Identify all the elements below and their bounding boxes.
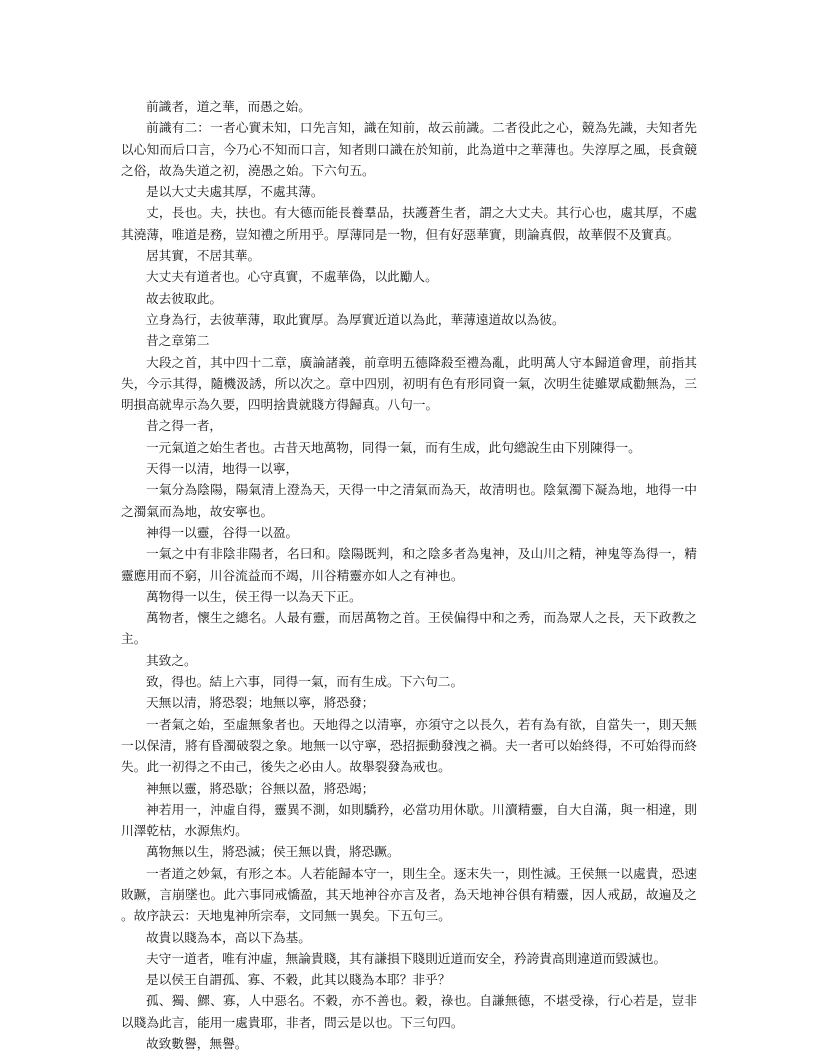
paragraph: 一者氣之始，至虛無象者也。天地得之以清寧，亦須守之以長久，若有為有欲，自當失一，則天無一以保清，將有昏濁破裂之象。地無一以守寧，恐招振動發洩之禍。夫一者可以始終得，不可始得而終失。此一初得之不由己，後失之必由人。故舉裂發為戒也。	[121, 716, 697, 775]
paragraph: 天得一以清，地得一以寧，	[146, 461, 299, 477]
paragraph: 夫守一道者，唯有沖虛，無論貴賤，其有謙損下賤則近道而安全，矜誇貴高則違道而毀滅也。	[146, 950, 667, 966]
paragraph: 其致之。	[146, 652, 197, 668]
paragraph: 大段之首，其中四十二章，廣論諸義，前章明五德降殺至禮為亂，此明萬人守本歸道會理，前指其失，今示其得，隨機汲誘，所以次之。章中四別，初明有色有形同資一氣，次明生徒雖眾咸勸無為，三明損高就卑示為久要，四明捨貴就賤方得歸真。八句一。	[121, 354, 697, 413]
paragraph: 萬物得一以生，侯王得一以為天下正。	[146, 588, 362, 604]
paragraph: 居其實，不居其華。	[146, 248, 261, 264]
paragraph: 神若用一，沖虛自得，靈異不測，如則驕矜，必當功用休歇。川瀆精靈，自大自滿，與一相違，則川澤乾枯，水源焦灼。	[121, 801, 697, 839]
paragraph: 神無以靈，將恐歇；谷無以盈，將恐竭；	[146, 780, 375, 796]
paragraph: 前識者，道之華，而愚之始。	[146, 99, 311, 114]
paragraph: 一元氣道之始生者也。古昔天地萬物，同得一氣，而有生成，此句總說生由下別陳得一。	[146, 439, 641, 455]
paragraph: 大丈夫有道者也。心守真實，不處華偽，以此勵人。	[146, 269, 438, 285]
paragraph: 是以侯王自謂孤、寡、不穀，此其以賤為本耶？非乎？	[146, 972, 451, 988]
paragraph: 故致數譽，無譽。	[146, 1036, 248, 1052]
paragraph: 是以大丈夫處其厚，不處其薄。	[146, 184, 324, 200]
paragraph: 致，得也。結上六事，同得一氣，而有生成。下六句二。	[146, 674, 464, 690]
paragraph: 立身為行，去彼華薄，取此實厚。為厚實近道以為此，華薄遠道故以為彼。	[146, 311, 565, 327]
paragraph: 丈，長也。夫，扶也。有大德而能長養羣品，扶護蒼生者，謂之大丈夫。其行心也，處其厚，不處其澆薄，唯道是務，豈知禮之所用乎。厚薄同是一物，但有好惡華實，則論真假，故華假不及實真。	[121, 205, 697, 242]
paragraph: 孤、獨、鰥、寡，人中惡名。不穀，亦不善也。穀，祿也。自謙無德，不堪受祿，行心若是，豈非以賤為此言，能用一處貴耶，非者，問云是以也。下三句四。	[121, 993, 697, 1030]
paragraph: 一氣分為陰陽，陽氣清上澄為天，天得一中之清氣而為天，故清明也。陰氣濁下凝為地，地得一中之濁氣而為地，故安寧也。	[121, 482, 697, 519]
paragraph: 一氣之中有非陰非陽者，名曰和。陰陽既判，和之陰多者為鬼神，及山川之精，神鬼等為得一，精靈應用而不窮，川谷流益而不竭，川谷精靈亦如人之有神也。	[121, 546, 697, 583]
paragraph: 前識有二：一者心實未知，口先言知，識在知前，故云前識。二者役此之心，競為先識，夫知者先以心知而后口言，今乃心不知而口言，知者則口識在於知前，此為道中之華薄也。失淳厚之風，長貪競之俗，故為失道之初，澆愚之始。下六句五。	[121, 120, 697, 178]
document-body	[121, 96, 697, 1054]
chapter-heading: 昔之章第二	[146, 333, 210, 349]
paragraph: 故貴以賤為本，高以下為基。	[146, 929, 311, 945]
paragraph: 神得一以靈，谷得一以盈。	[146, 524, 299, 540]
paragraph: 天無以清，將恐裂；地無以寧，將恐發；	[146, 695, 375, 711]
paragraph: 萬物者，懷生之總名。人最有靈，而居萬物之首。王侯偏得中和之秀，而為眾人之長，天下政教之主。	[121, 610, 697, 647]
paragraph: 昔之得一者，	[146, 418, 223, 434]
paragraph: 萬物無以生，將恐滅；侯王無以貴，將恐蹶。	[146, 844, 400, 860]
paragraph: 故去彼取此。	[146, 290, 223, 306]
paragraph: 一者道之妙氣，有形之本。人若能歸本守一，則生全。逐末失一，則性滅。王侯無一以處貴，恐速敗蹶，言崩墜也。此六事同戒憍盈，其天地神谷亦言及者，為天地神谷俱有精靈，因人戒勗，故遍及之。故序訣云：天地鬼神所宗奉，文同無一異矣。下五句三。	[121, 865, 697, 924]
